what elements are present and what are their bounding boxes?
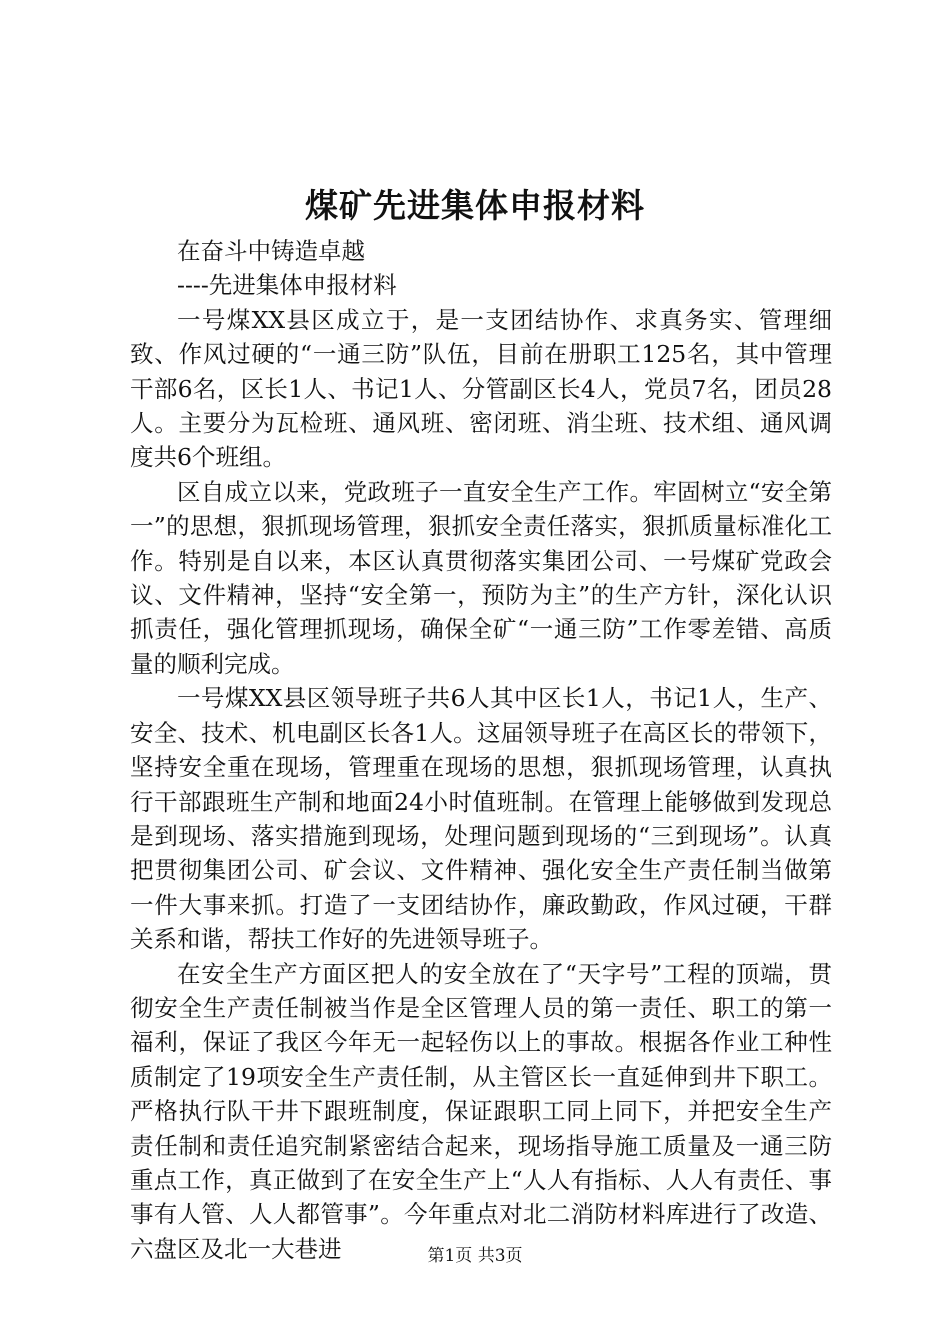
paragraph-2: 区自成立以来，党政班子一直安全生产工作。牢固树立“安全第一”的思想，狠抓现场管理，狠抓安全责任落实，狠抓质量标准化工作。特别是自以来，本区认真贯彻落实集团公司、一号煤矿党政会议、文件精神，坚持“安全第一，预防为主”的生产方针，深化认识抓责任，强化管理抓现场，确保全矿“一通三防”工作零差错、高质量的顺利完成。 — [130, 477, 832, 678]
paragraph-4: 在安全生产方面区把人的安全放在了“天字号”工程的顶端，贯彻安全生产责任制被当作是全区管理人员的第一责任、职工的第一福利，保证了我区今年无一起轻伤以上的事故。根据各作业工种性质制定了19项安全生产责任制，从主管区长一直延伸到井下职工。严格执行队干井下跟班制度，保证跟职工同上同下，并把安全生产责任制和责任追究制紧密结合起来，现场指导施工质量及一通三防重点工作，真正做到了在安全生产上“人人有指标、人人有责任、事事有人管、人人都管事”。今年重点对北二消防材料库进行了改造、六盘区及北一大巷进 — [130, 959, 832, 1263]
document-body — [130, 234, 832, 1266]
page-footer: 第1页 共3页 — [427, 1246, 523, 1266]
subtitle-line: 在奋斗中铸造卓越 — [177, 237, 365, 265]
paragraph-3: 一号煤XX县区领导班子共6人其中区长1人，书记1人，生产、安全、技术、机电副区长各1人。这届领导班子在高区长的带领下，坚持安全重在现场，管理重在现场的思想，狠抓现场管理，认真执行干部跟班生产制和地面24小时值班制。在管理上能够做到发现总是到现场、落实措施到现场，处理问题到现场的“三到现场”。认真把贯彻集团公司、矿会议、文件精神、强化安全生产责任制当做第一件大事来抓。打造了一支团结协作，廉政勤政，作风过硬，干群关系和谐，帮扶工作好的先进领导班子。 — [130, 684, 832, 954]
subheading-line: ----先进集体申报材料 — [177, 271, 397, 300]
document-title: 煤矿先进集体申报材料 — [305, 186, 645, 225]
paragraph-1: 一号煤XX县区成立于，是一支团结协作、求真务实、管理细致、作风过硬的“一通三防”队伍，目前在册职工125名，其中管理干部6名，区长1人、书记1人、分管副区长4人，党员7名，团员28人。主要分为瓦检班、通风班、密闭班、消尘班、技术组、通风调度共6个班组。 — [130, 305, 832, 472]
